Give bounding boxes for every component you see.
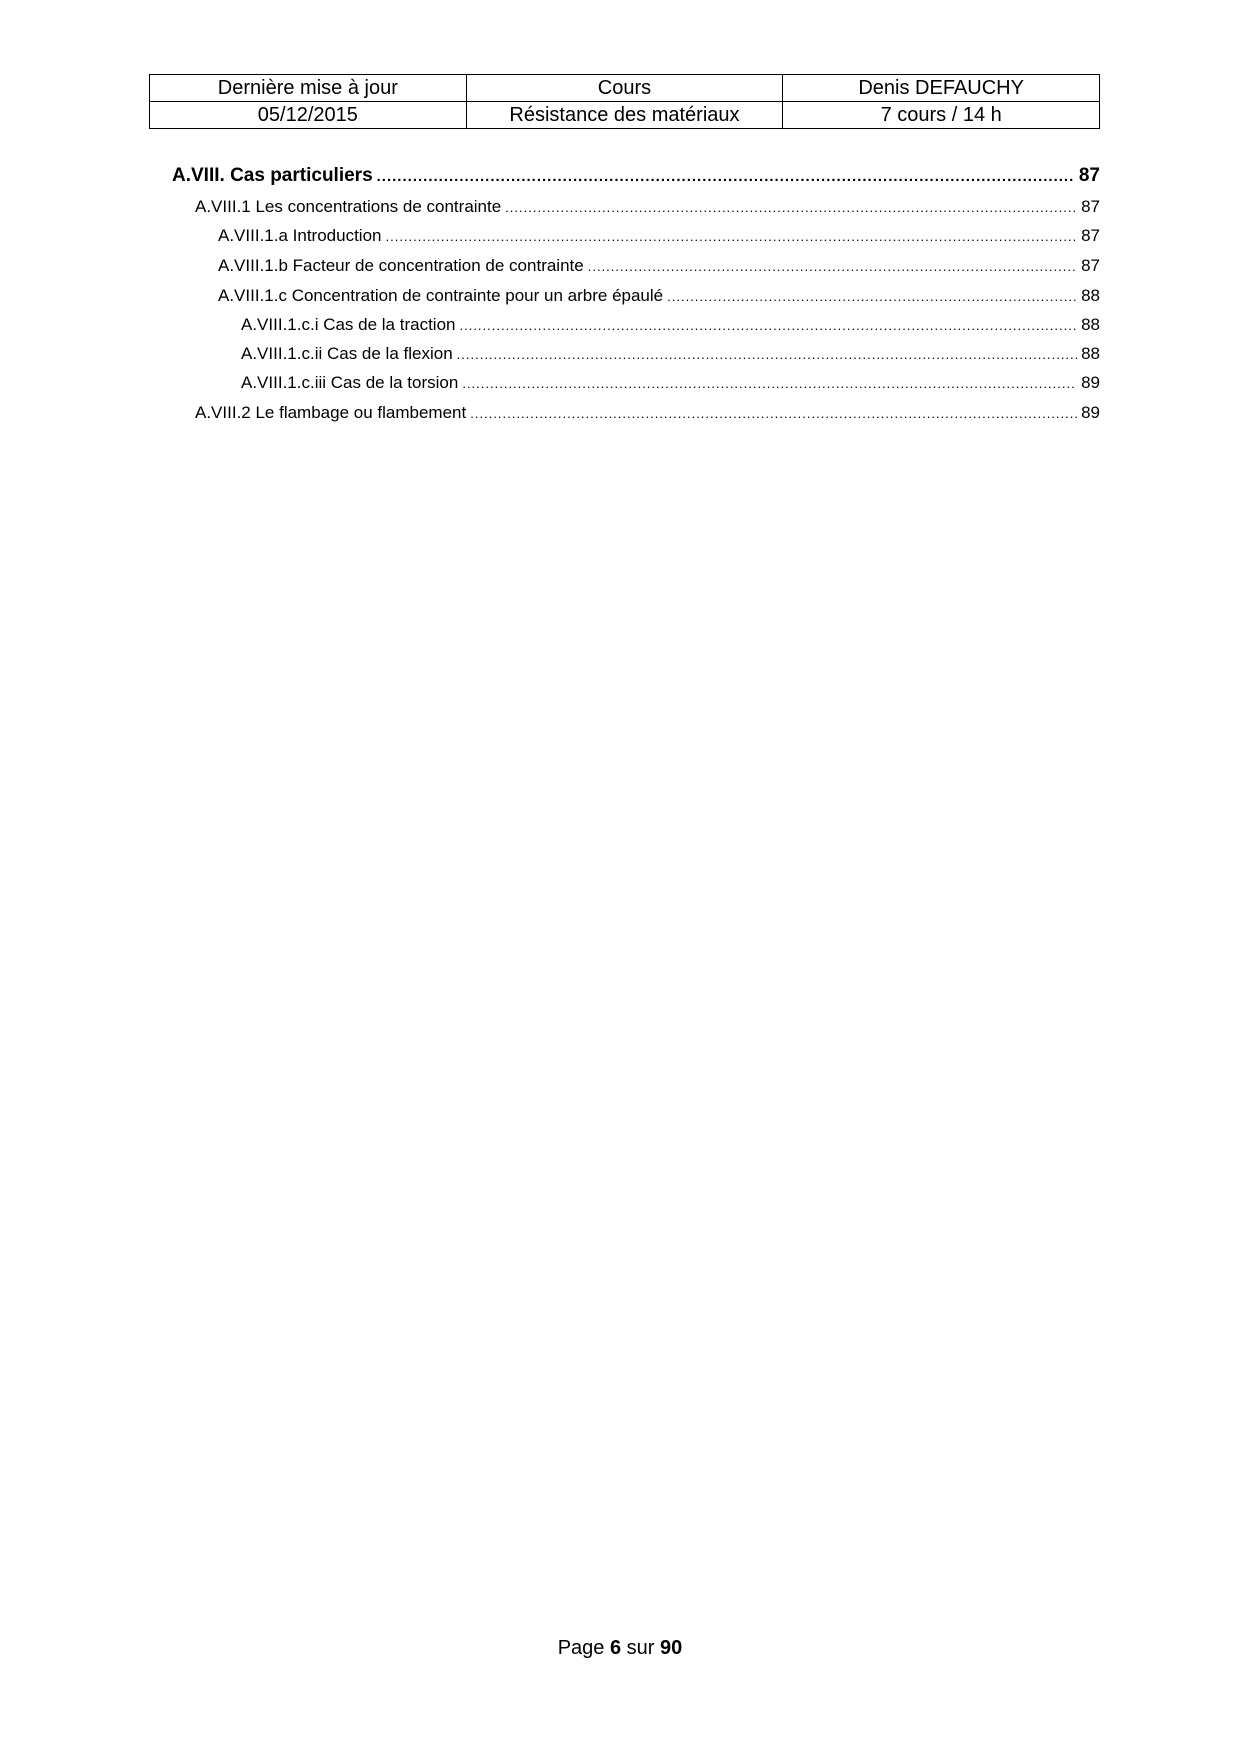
toc-entry-title: A.VIII.1.a Introduction <box>218 226 382 245</box>
toc-dot-leader <box>505 196 1077 220</box>
toc-entry-page: 88 <box>1081 344 1100 363</box>
toc-entry-title: A.VIII.1.c.iii Cas de la torsion <box>241 373 459 392</box>
document-header-table <box>149 74 1100 129</box>
footer-page-prefix: Page <box>557 1637 605 1659</box>
toc-entry[interactable] <box>241 313 1100 337</box>
footer-total-pages: 90 <box>660 1637 683 1659</box>
toc-dot-leader <box>377 165 1075 189</box>
toc-dot-leader <box>459 314 1077 338</box>
header-duration: 7 cours / 14 h <box>783 102 1100 129</box>
footer-sur: sur <box>626 1637 655 1659</box>
toc-entry-page: 87 <box>1078 165 1100 186</box>
toc-entry-title: A.VIII.1.b Facteur de concentration de contrainte <box>218 256 584 275</box>
header-subject: Résistance des matériaux <box>466 102 783 129</box>
toc-entry[interactable] <box>195 401 1100 425</box>
toc-entry-title: A.VIII.1.c.i Cas de la traction <box>241 315 456 334</box>
toc-entry-page: 87 <box>1081 256 1100 275</box>
toc-entry[interactable] <box>241 342 1100 366</box>
toc-entry[interactable] <box>218 254 1100 278</box>
toc-entry[interactable] <box>218 224 1100 248</box>
toc-entry[interactable] <box>241 371 1100 395</box>
toc-entry[interactable] <box>218 284 1100 308</box>
toc-dot-leader <box>588 255 1077 279</box>
toc-entry-page: 89 <box>1081 403 1100 422</box>
header-row-1 <box>150 75 1100 102</box>
toc-dot-leader <box>385 225 1077 249</box>
toc-entry-page: 87 <box>1081 197 1100 216</box>
header-author: Denis DEFAUCHY <box>783 75 1100 102</box>
toc-dot-leader <box>470 402 1077 426</box>
footer-current-page: 6 <box>609 1637 622 1659</box>
header-last-update-label: Dernière mise à jour <box>150 75 467 102</box>
header-type-label: Cours <box>466 75 783 102</box>
toc-entry-title: A.VIII.2 Le flambage ou flambement <box>195 403 467 422</box>
toc-dot-leader <box>462 372 1077 396</box>
toc-dot-leader <box>667 285 1077 309</box>
page-footer <box>0 1637 1240 1660</box>
toc-entry-page: 89 <box>1081 373 1100 392</box>
toc-entry-title: A.VIII.1 Les concentrations de contrainte <box>195 197 502 216</box>
toc-entry-title: A.VIII.1.c.ii Cas de la flexion <box>241 344 453 363</box>
toc-entry-title: A.VIII. Cas particuliers <box>172 165 373 186</box>
header-row-2 <box>150 102 1100 129</box>
toc-entry-title: A.VIII.1.c Concentration de contrainte pour un arbre épaulé <box>218 286 664 305</box>
toc-dot-leader <box>457 343 1077 367</box>
toc-entry-page: 88 <box>1081 286 1100 305</box>
toc-entry-page: 88 <box>1081 315 1100 334</box>
toc-entry[interactable] <box>172 164 1100 188</box>
toc-entry-page: 87 <box>1081 226 1100 245</box>
toc-entry[interactable] <box>195 195 1100 219</box>
header-date: 05/12/2015 <box>150 102 467 129</box>
